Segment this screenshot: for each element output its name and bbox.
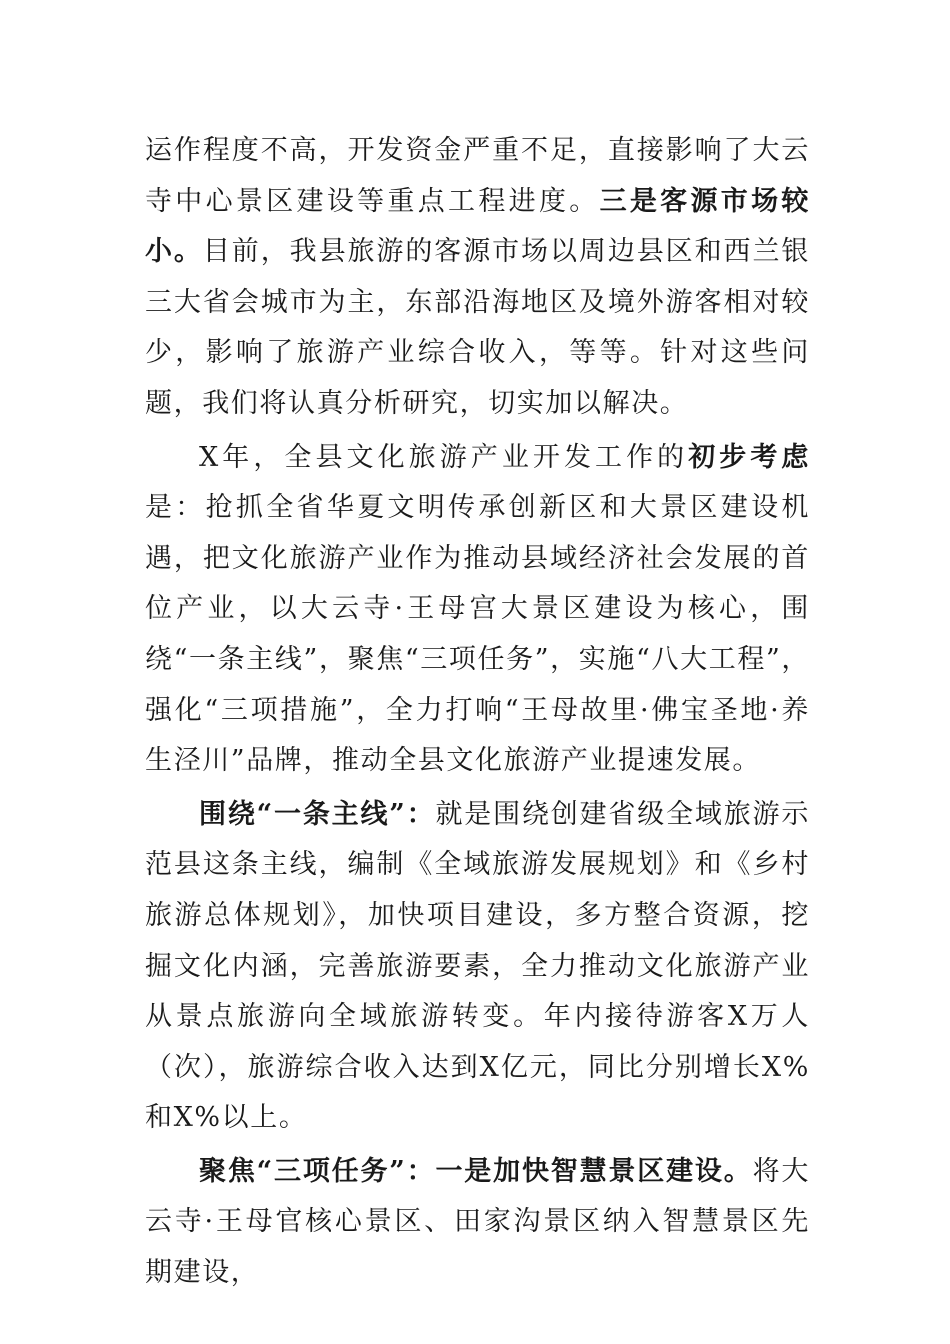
paragraph-1-text-1: 运作程度不高，开发资金严重不足，直接影响了大云寺中心景区建设等重点工程进度。 (145, 135, 810, 217)
paragraph-3 (145, 790, 810, 1144)
paragraph-4 (145, 1147, 810, 1299)
paragraph-2-bold-term: 初步考虑 (688, 441, 810, 473)
paragraph-1-bold-heading: 三是客源市场较小。 (145, 185, 811, 268)
paragraph-2-text-2: 是：抢抓全省华夏文明传承创新区和大景区建设机遇，把文化旅游产业作为推动县域经济社会发展的首位产业，以大云寺·王母宫大景区建设为核心，围绕“一条主线”，聚焦“三项任务”，实施“八大工程”，强化“三项措施”，全力打响“王母故里·佛宝圣地·养生泾川”品牌，推动全县文化旅游产业提速发展。 (145, 492, 810, 777)
paragraph-3-bold-heading: 围绕“一条主线”： (199, 798, 436, 830)
paragraph-2 (145, 433, 810, 787)
paragraph-1 (145, 126, 810, 430)
document-body (145, 126, 810, 1299)
paragraph-4-bold-subheading: 一是加快智慧景区建设。 (435, 1155, 753, 1187)
paragraph-1-text-2: 目前，我县旅游的客源市场以周边县区和西兰银三大省会城市为主，东部沿海地区及境外游客相对较少，影响了旅游产业综合收入，等等。针对这些问题，我们将认真分析研究，切实加以解决。 (145, 236, 810, 419)
paragraph-4-text: 将大云寺·王母官核心景区、田家沟景区纳入智慧景区先期建设， (145, 1155, 810, 1289)
paragraph-3-text: 就是围绕创建省级全域旅游示范县这条主线，编制《全域旅游发展规划》和《乡村旅游总体规划》，加快项目建设，多方整合资源，挖掘文化内涵，完善旅游要素，全力推动文化旅游产业从景点旅游向全域旅游转变。年内接待游客X万人（次），旅游综合收入达到X亿元，同比分别增长X%和X%以上。 (145, 798, 810, 1134)
paragraph-2-text-1: X年，全县文化旅游产业开发工作的 (199, 441, 689, 473)
paragraph-4-bold-heading: 聚焦“三项任务”： (199, 1155, 436, 1187)
